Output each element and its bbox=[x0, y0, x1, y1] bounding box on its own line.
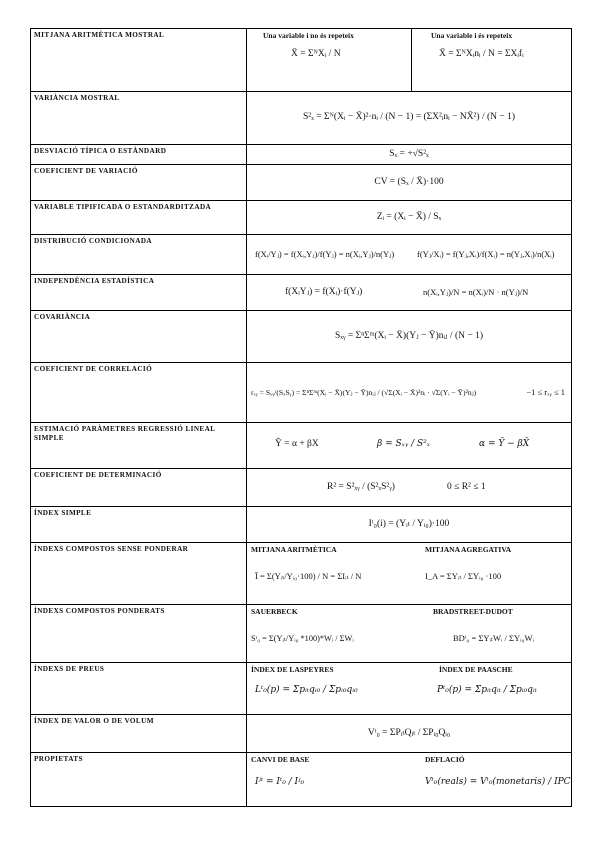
formula-cell bbox=[247, 663, 572, 715]
row-label: ÍNDEX SIMPLE bbox=[31, 507, 247, 543]
table-row bbox=[31, 145, 572, 165]
table-row bbox=[31, 507, 572, 543]
table-row bbox=[31, 715, 572, 753]
formula: Sᵗ₀ = Σ(Yᵢₜ/Yᵢ₀ *100)*Wᵢ / ΣWᵢ bbox=[251, 634, 354, 643]
formula-cell bbox=[247, 507, 572, 543]
formula-cell bbox=[247, 311, 572, 363]
subheading: SAUERBECK bbox=[251, 607, 298, 616]
table-row bbox=[31, 165, 572, 201]
formula: R² = S²ₓᵧ / (S²ₓS²ᵧ) bbox=[327, 482, 395, 492]
subheading: MITJANA AGREGATIVA bbox=[425, 545, 512, 554]
formula-cell bbox=[247, 201, 572, 235]
row-label: ÍNDEXS COMPOSTOS PONDERATS bbox=[31, 605, 247, 663]
formula: β = Sₓᵧ / S²ₓ bbox=[377, 439, 430, 449]
formula: 0 ≤ R² ≤ 1 bbox=[447, 482, 486, 492]
table-row bbox=[31, 753, 572, 807]
formula-cell bbox=[247, 715, 572, 753]
formula-cell bbox=[247, 92, 572, 145]
subheading: BRADSTREET-DUDOT bbox=[433, 607, 513, 616]
subheading: Una variable i no és repeteix bbox=[263, 31, 354, 40]
formula: S²ₓ = Σᴺ(Xᵢ − X̄)²·nᵢ / (N − 1) = (ΣX²ᵢnᵢ − NX̄²) / (N − 1) bbox=[302, 112, 516, 122]
table-row bbox=[31, 605, 572, 663]
formula-cell bbox=[247, 423, 572, 469]
row-label: VARIABLE TIPIFICADA O ESTANDARDITZADA bbox=[31, 201, 247, 235]
formula: Vᵗ₀(reals) = Vᵗ₀(monetaris) / IPC bbox=[425, 777, 571, 787]
formula-cell bbox=[247, 165, 572, 201]
subheading: ÍNDEX DE LASPEYRES bbox=[251, 665, 334, 674]
formula: Sₓ = +√S²ₓ bbox=[389, 149, 429, 159]
table-row bbox=[31, 363, 572, 423]
row-label: ESTIMACIÓ PARÀMETRES REGRESSIÓ LINEAL SIMPLE bbox=[31, 423, 247, 469]
row-label: COEFICIENT DE VARIACIÓ bbox=[31, 165, 247, 201]
formula: Ī = Σ(Yᵢₜ/Yᵢ₀·100) / N = ΣIᵢₜ / N bbox=[255, 571, 362, 581]
formula: BDᵗ₀ = ΣYᵢₜWᵢ / ΣYᵢ₀Wᵢ bbox=[453, 633, 534, 643]
table-row bbox=[31, 235, 572, 275]
formula: Pᵗ₀(p) = Σpᵢₜqᵢₜ / Σpᵢ₀qᵢₜ bbox=[437, 685, 537, 695]
row-label: COVARIÀNCIA bbox=[31, 311, 247, 363]
table-row bbox=[31, 663, 572, 715]
formula: CV = (Sₓ / X̄)·100 bbox=[374, 177, 444, 187]
row-label: ÍNDEXS COMPOSTOS SENSE PONDERAR bbox=[31, 543, 247, 605]
formula-cell bbox=[247, 753, 572, 807]
formula: n(Xᵢ,Yⱼ)/N = n(Xᵢ)/N · n(Yⱼ)/N bbox=[423, 287, 529, 297]
formula: X̄ = ΣᴺXᵢ / N bbox=[291, 49, 341, 59]
formula: −1 ≤ rₓᵧ ≤ 1 bbox=[526, 387, 565, 397]
formula-cell bbox=[247, 543, 572, 605]
row-label: ÍNDEX DE VALOR O DE VOLUM bbox=[31, 715, 247, 753]
subheading: DEFLACIÓ bbox=[425, 755, 465, 764]
row-label: ÍNDEXS DE PREUS bbox=[31, 663, 247, 715]
formula: f(Yⱼ/Xᵢ) = f(Yⱼ,Xᵢ)/f(Xᵢ) = n(Yⱼ,Xᵢ)/n(Xᵢ) bbox=[417, 249, 555, 259]
row-label: DESVIACIÓ TÍPICA O ESTÀNDARD bbox=[31, 145, 247, 165]
table-row bbox=[31, 423, 572, 469]
formula-cell bbox=[247, 363, 572, 423]
formula-cell bbox=[247, 469, 572, 507]
subheading: Una variable i és repeteix bbox=[431, 31, 513, 40]
formula: Zᵢ = (Xᵢ − X̄) / Sₓ bbox=[376, 212, 442, 222]
table-row bbox=[31, 275, 572, 311]
subheading: ÍNDEX DE PAASCHE bbox=[439, 665, 513, 674]
formula: Iᵗ₀(i) = (Yᵢₜ / Yᵢ₀)·100 bbox=[368, 519, 450, 529]
table-row bbox=[31, 543, 572, 605]
formula-cell bbox=[247, 145, 572, 165]
subheading: CANVI DE BASE bbox=[251, 755, 310, 764]
formula-sheet-table bbox=[30, 28, 572, 807]
formula: f(XᵢYⱼ) = f(Xᵢ)·f(Yⱼ) bbox=[285, 287, 363, 297]
formula: Ŷ = α + βX bbox=[275, 439, 319, 449]
table-row bbox=[31, 92, 572, 145]
row-label: COEFICIENT DE CORRELACIÓ bbox=[31, 363, 247, 423]
table-row bbox=[31, 311, 572, 363]
table-row bbox=[31, 469, 572, 507]
formula: Lᵗ₀(p) = Σpᵢₜqᵢ₀ / Σpᵢ₀qᵢ₀ bbox=[255, 685, 358, 695]
row-label: MITJANA ARITMÈTICA MOSTRAL bbox=[31, 29, 247, 92]
formula-cell bbox=[247, 605, 572, 663]
formula-cell bbox=[247, 29, 572, 92]
formula: α = Ȳ − βX̄ bbox=[479, 439, 530, 449]
formula: Vᵗ₀ = ΣPᵢₜQᵢₜ / ΣPᵢ₀Qᵢ₀ bbox=[367, 728, 451, 738]
formula-cell bbox=[247, 275, 572, 311]
column-divider bbox=[411, 29, 412, 91]
table-row bbox=[31, 201, 572, 235]
table-row bbox=[31, 29, 572, 92]
formula: I_A = ΣYᵢₜ / ΣYᵢ₀ ·100 bbox=[425, 571, 502, 581]
subheading: MITJANA ARITMÈTICA bbox=[251, 545, 337, 554]
formula: Sₓᵧ = ΣⁿΣᵐ(Xᵢ − X̄)(Yⱼ − Ȳ)nᵢⱼ / (N − 1) bbox=[335, 331, 483, 341]
formula: X̄ = ΣᴺXᵢnᵢ / N = ΣXᵢfᵢ bbox=[439, 49, 524, 59]
formula: Iʲᵗ = Iᵗ₀ / Iʲ₀ bbox=[255, 777, 305, 787]
row-label: VARIÀNCIA MOSTRAL bbox=[31, 92, 247, 145]
row-label: COEFICIENT DE DETERMINACIÓ bbox=[31, 469, 247, 507]
row-label: PROPIETATS bbox=[31, 753, 247, 807]
row-label: INDEPENDÈNCIA ESTADÍSTICA bbox=[31, 275, 247, 311]
formula: f(Xᵢ/Yⱼ) = f(Xᵢ,Yⱼ)/f(Yⱼ) = n(Xᵢ,Yⱼ)/n(Yⱼ) bbox=[255, 249, 395, 259]
formula-cell bbox=[247, 235, 572, 275]
row-label: DISTRIBUCIÓ CONDICIONADA bbox=[31, 235, 247, 275]
formula: rₓᵧ = Sₓᵧ/(SₓSᵧ) = ΣⁿΣᵐ(Xᵢ − X̄)(Yⱼ − Ȳ)nᵢⱼ / (√Σ(Xᵢ − X̄)²nᵢ · √Σ(Yᵢ − Ȳ)²nⱼ) bbox=[251, 388, 477, 397]
